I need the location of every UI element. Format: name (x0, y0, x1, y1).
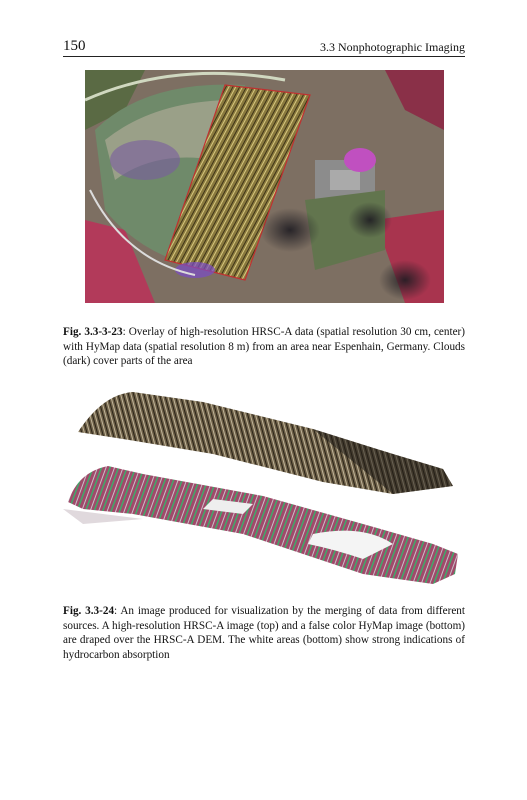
figure-caption-1 (63, 325, 465, 369)
running-head: 3.3 Nonphotographic Imaging (320, 40, 465, 54)
page-header (63, 38, 465, 57)
page-number: 150 (63, 38, 86, 54)
figure-label-2: Fig. 3.3-24 (63, 605, 115, 617)
figure-caption-2 (63, 604, 465, 662)
figure-aerial-overlay-image (85, 70, 444, 303)
figure-draped-dem-image (63, 384, 465, 598)
figure-caption-text-2: : An image produced for visualization by the merging of data from different sources. A high-resolution HRSC-A image (top) and a false color HyMap image (bottom) are draped over the HRSC-A DEM. The white areas (bottom) show strong indications of hydrocarbon absorption (63, 605, 466, 661)
figure-caption-text-1: : Overlay of high-resolution HRSC-A data (spatial resolution 30 cm, center) with HyMap data (spatial resolution 8 m) from an area near Espenhain, Germany. Clouds (dark) cover parts of the area (63, 326, 465, 368)
figure-label-1: Fig. 3.3-3-23 (63, 326, 123, 338)
